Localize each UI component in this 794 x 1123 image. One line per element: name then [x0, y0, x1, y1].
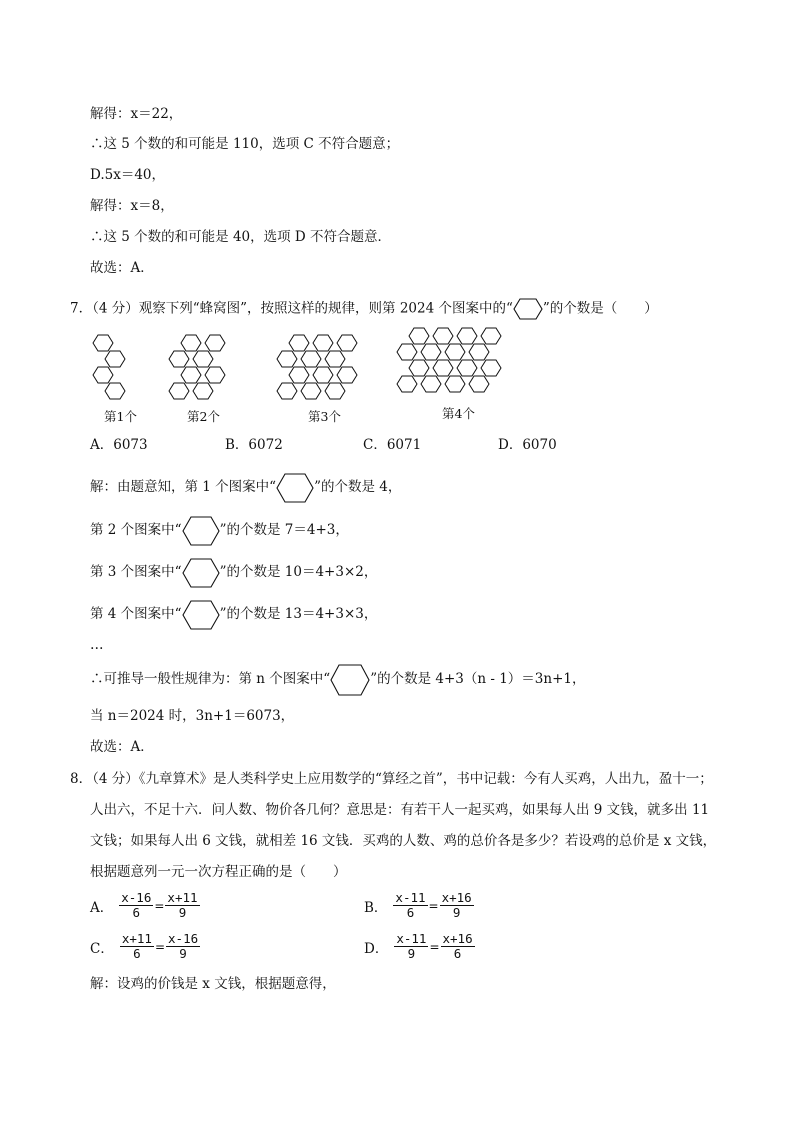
fraction: [393, 891, 427, 920]
option-b: B．6072: [225, 437, 283, 453]
solution-line: 解得：x＝8，: [90, 198, 174, 214]
solution-line: [90, 662, 585, 696]
question-8-line: 8．（4 分）《九章算术》是人类科学史上应用数学的“算经之首”，书中记载：今有人买鸡，人出九，盈十一；: [70, 771, 713, 787]
numerator: x-16: [168, 931, 199, 946]
honeycomb-figure-1: [88, 333, 140, 405]
hexagon-icon: [276, 473, 314, 503]
fraction: [165, 891, 199, 920]
solution-line: 当 n＝2024 时，3n+1＝6073，: [90, 708, 295, 724]
honeycomb-figure-3: [272, 333, 372, 405]
solution-text: ”的个数是 4，: [314, 479, 402, 495]
option-label: B．: [364, 899, 388, 916]
fraction: [120, 932, 154, 961]
equals-sign: =: [429, 939, 440, 954]
solution-text: ”的个数是 7＝4+3，: [219, 522, 349, 538]
option-c: [90, 932, 200, 961]
question-7-stem-part: 7．（4 分）观察下列“蜂窝图”，按照这样的规律，则第 2024 个图案中的“: [70, 300, 513, 317]
option-a: A．6073: [90, 437, 148, 453]
solution-text: 解：由题意知，第 1 个图案中“: [90, 479, 277, 495]
denominator: 9: [179, 946, 187, 961]
numerator: x-11: [395, 890, 426, 905]
solution-line: ∴这 5 个数的和可能是 40，选项 D 不符合题意．: [90, 229, 392, 245]
solution-line: [90, 599, 377, 630]
question-7-stem-part: ”的个数是（ ）: [542, 300, 658, 317]
option-c: C．6071: [363, 437, 422, 453]
numerator: x+11: [121, 931, 152, 946]
solution-line: 解得：x＝22，: [90, 106, 183, 122]
solution-text: 第 4 个图案中“: [90, 606, 182, 622]
option-d: [364, 932, 475, 961]
solution-text: ∴可推导一般性规律为：第 n 个图案中“: [90, 671, 331, 687]
option-d: D．6070: [498, 437, 557, 453]
fraction: [394, 932, 428, 961]
equals-sign: =: [154, 939, 166, 954]
solution-text: 第 3 个图案中“: [90, 564, 182, 580]
hexagon-icon: [182, 558, 220, 588]
fraction: [166, 932, 200, 961]
numerator: x+16: [442, 931, 473, 946]
hexagon-icon: [513, 298, 543, 320]
hexagon-icon: [182, 600, 220, 630]
question-7-stem: [70, 298, 658, 320]
numerator: x+16: [441, 890, 472, 905]
denominator: 6: [406, 905, 415, 920]
equals-sign: =: [154, 898, 165, 913]
solution-text: ”的个数是 4+3（n - 1）＝3n+1，: [370, 671, 586, 687]
equals-sign: =: [428, 898, 439, 913]
figure-label-3: 第3个: [308, 409, 341, 424]
solution-line: [90, 472, 401, 503]
denominator: 6: [132, 905, 141, 920]
solution-line: [90, 557, 377, 588]
option-label: A．: [90, 899, 114, 916]
numerator: x-16: [121, 890, 152, 905]
option-a: [90, 891, 200, 920]
solution-text: ”的个数是 13＝4+3×3，: [219, 606, 378, 622]
hexagon-icon: [330, 664, 370, 696]
solution-line: 故选：A．: [90, 260, 154, 276]
numerator: x+11: [167, 890, 198, 905]
solution-line: …: [90, 637, 104, 653]
honeycomb-figure-4: [392, 326, 512, 398]
question-8-line: 根据题意列一元一次方程正确的是（ ）: [90, 864, 347, 880]
option-b: [364, 891, 474, 920]
denominator: 6: [453, 946, 462, 961]
solution-line: 解：设鸡的价钱是 x 文钱，根据题意得，: [90, 976, 336, 992]
question-8-line: 人出六，不足十六．问人数、物价各几何？意思是：有若干人一起买鸡，如果每人出 9 文钱，就多出 11: [90, 802, 710, 818]
denominator: 9: [407, 946, 416, 961]
solution-text: ”的个数是 10＝4+3×2，: [219, 564, 378, 580]
numerator: x-11: [396, 931, 427, 946]
option-label: D．: [364, 940, 389, 957]
option-label: C．: [90, 940, 114, 957]
solution-line: 故选：A．: [90, 739, 154, 755]
solution-line: ∴这 5 个数的和可能是 110，选项 C 不符合题意；: [90, 136, 400, 152]
figure-label-4: 第4个: [442, 406, 475, 421]
solution-line: D.5x＝40，: [90, 167, 166, 183]
figure-label-1: 第1个: [104, 409, 137, 424]
fraction: [440, 891, 474, 920]
honeycomb-figure-2: [164, 333, 244, 405]
fraction: [441, 932, 475, 961]
denominator: 9: [452, 905, 461, 920]
solution-text: 第 2 个图案中“: [90, 522, 182, 538]
denominator: 6: [133, 946, 141, 961]
denominator: 9: [178, 905, 187, 920]
question-8-line: 文钱；如果每人出 6 文钱，就相差 16 文钱．买鸡的人数、鸡的总价各是多少？若设鸡的总价是 x 文钱，: [90, 833, 717, 849]
solution-line: [90, 515, 349, 546]
fraction: [119, 891, 153, 920]
figure-label-2: 第2个: [187, 409, 220, 424]
hexagon-icon: [182, 516, 220, 546]
